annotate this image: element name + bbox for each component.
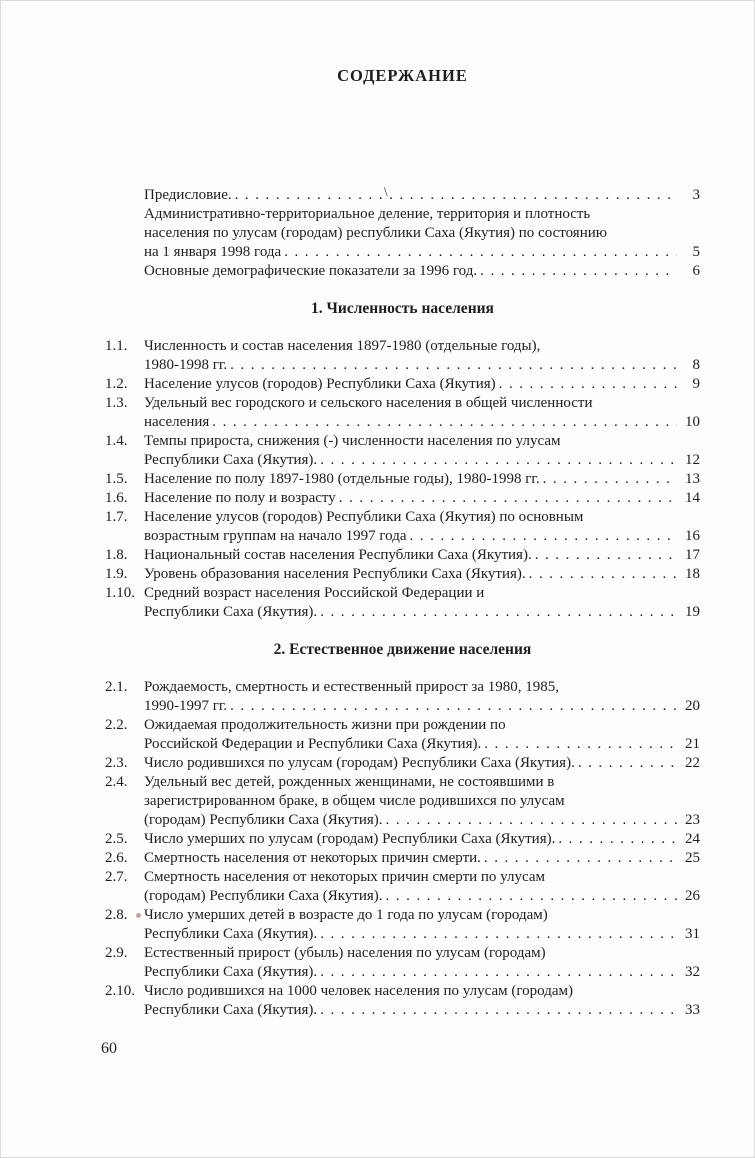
toc-entry-line: [144, 830, 700, 849]
dot-leader: [227, 356, 677, 375]
toc-entry-text: Республики Саха (Якутия).: [144, 964, 318, 980]
toc-page-ref: 32: [685, 964, 700, 980]
toc-entry: [105, 849, 700, 868]
toc-page-ref: 3: [692, 187, 700, 203]
toc-page-ref: 23: [685, 812, 700, 828]
toc-entry-body: [144, 394, 700, 432]
toc-entry-line: [144, 527, 700, 546]
toc-entry-text: Российской Федерации и Республики Саха (Якутия).: [144, 736, 482, 752]
toc-entry-number: [105, 186, 144, 205]
scan-tick-artifact: \: [383, 186, 389, 201]
toc-entry-body: [144, 337, 700, 375]
toc-entry-text: Число родившихся по улусам (городам) Республики Саха (Якутия).: [144, 755, 575, 771]
toc-entry: [105, 489, 700, 508]
toc-entry-line: [144, 925, 700, 944]
toc-entry-text: Республики Саха (Якутия).: [144, 452, 318, 468]
toc-entry-text: Республики Саха (Якутия).: [144, 604, 318, 620]
dot-leader: [532, 546, 677, 565]
toc-entry: [105, 337, 700, 375]
toc-entry-number: 2.9.: [105, 945, 128, 961]
dot-leader: [481, 849, 677, 868]
toc-entry-body: [144, 375, 700, 394]
toc-sections: [105, 299, 700, 1020]
toc-entry-number: 1.10.: [105, 585, 135, 601]
toc-entry-line: Удельный вес детей, рожденных женщинами, не состоявшими в: [144, 774, 555, 790]
toc-entry-line: [144, 413, 700, 432]
toc-entry-number: 1.5.: [105, 471, 128, 487]
toc-entry-body: [144, 773, 700, 830]
toc-page-ref: 9: [692, 376, 700, 392]
toc-entry: [105, 262, 700, 281]
toc-entry-body: [144, 678, 700, 716]
toc-entry-line: [144, 375, 700, 394]
scan-speck-artifact: [136, 913, 141, 918]
toc-entry-body: [144, 944, 700, 982]
dot-leader: [481, 735, 677, 754]
toc-entry-text: Население по полу и возрасту: [144, 490, 336, 506]
toc-entry-number: 2.5.: [105, 831, 128, 847]
toc-entry: [105, 205, 700, 262]
toc-page-ref: 19: [685, 604, 700, 620]
toc-entry: [105, 868, 700, 906]
toc-entry-number: [105, 262, 144, 281]
dot-leader: [383, 811, 677, 830]
toc-entry-number: 1.7.: [105, 509, 128, 525]
toc-page-ref: 18: [685, 566, 700, 582]
toc-page-ref: 21: [685, 736, 700, 752]
toc-entry-body: [144, 868, 700, 906]
toc-entry-line: Число умерших детей в возрасте до 1 года по улусам (городам): [144, 907, 548, 923]
toc-entry-line: [144, 811, 700, 830]
toc-page-ref: 5: [692, 244, 700, 260]
toc-entry-line: Темпы прироста, снижения (-) численности населения по улусам: [144, 433, 561, 449]
toc-page-ref: 14: [685, 490, 700, 506]
dot-leader: [336, 489, 677, 508]
toc-page-ref: 10: [685, 414, 700, 430]
toc-entry-line: Средний возраст населения Российской Федерации и: [144, 585, 485, 601]
toc-page-ref: 24: [685, 831, 700, 847]
toc-entry-line: Естественный прирост (убыль) населения по улусам (городам): [144, 945, 546, 961]
toc-page-ref: 26: [685, 888, 700, 904]
toc-entry: [105, 716, 700, 754]
toc-entry: [105, 678, 700, 716]
toc-entry-body: [144, 186, 700, 205]
toc-entry-line: [144, 1001, 700, 1020]
page-title: СОДЕРЖАНИЕ: [337, 66, 468, 85]
toc-section: [105, 640, 700, 1020]
toc-entry: [105, 508, 700, 546]
toc-entry: [105, 470, 700, 489]
toc-entry-text: (городам) Республики Саха (Якутия).: [144, 888, 383, 904]
toc-entry-line: [144, 451, 700, 470]
toc-entry-number: 1.1.: [105, 338, 128, 354]
toc-entry: [105, 432, 700, 470]
dot-leader: [317, 451, 677, 470]
toc-entry-line: [144, 887, 700, 906]
toc-entry-line: Ожидаемая продолжительность жизни при рождении по: [144, 717, 506, 733]
toc-entry-body: [144, 508, 700, 546]
toc-entry-body: [144, 205, 700, 262]
toc-entry-text: Предисловие.: [144, 187, 232, 203]
toc-entry-body: [144, 432, 700, 470]
toc-entry: [105, 830, 700, 849]
toc-entry-line: [144, 186, 700, 205]
toc-entry-number: 1.4.: [105, 433, 128, 449]
toc-entry-line: [144, 546, 700, 565]
toc-entry-line: [144, 963, 700, 982]
dot-leader: [477, 262, 677, 281]
toc-entry-text: Население улусов (городов) Республики Саха (Якутия): [144, 376, 496, 392]
toc-entry-body: [144, 584, 700, 622]
toc-entry: [105, 375, 700, 394]
toc-page-ref: 12: [685, 452, 700, 468]
toc-front-matter: [105, 186, 700, 281]
toc-entry-number: 2.8.: [105, 906, 144, 944]
dot-leader: [555, 830, 677, 849]
toc-entry-body: [144, 546, 700, 565]
toc-entry-line: [144, 754, 700, 773]
toc-entry: [105, 773, 700, 830]
section-heading: 1. Численность населения: [311, 300, 494, 317]
dot-leader: [383, 887, 677, 906]
toc-page-ref: 20: [685, 698, 700, 714]
toc-entry-body: [144, 849, 700, 868]
toc-entry-line: Смертность населения от некоторых причин смерти по улусам: [144, 869, 545, 885]
toc-entry-number: 2.7.: [105, 869, 128, 885]
dot-leader: [281, 243, 677, 262]
page-number: 60: [101, 1040, 117, 1057]
toc-entry-body: [144, 982, 700, 1020]
toc-entry-line: Удельный вес городского и сельского населения в общей численности: [144, 395, 593, 411]
toc-entry-number: 2.2.: [105, 717, 128, 733]
toc-entry-line: [144, 565, 700, 584]
toc-entry-line: Население улусов (городов) Республики Саха (Якутия) по основным: [144, 509, 584, 525]
toc-entry-body: [144, 489, 700, 508]
toc-entry-text: (городам) Республики Саха (Якутия).: [144, 812, 383, 828]
toc-entry-text: Основные демографические показатели за 1996 год.: [144, 263, 478, 279]
toc-entry-text: населения: [144, 414, 210, 430]
toc-entry-line: Рождаемость, смертность и естественный прирост за 1980, 1985,: [144, 679, 559, 695]
toc-entry-body: [144, 906, 700, 944]
toc-entry: [105, 546, 700, 565]
dot-leader: [317, 1001, 677, 1020]
toc-entry-number: 2.1.: [105, 679, 128, 695]
toc-entry-number: 1.9.: [105, 566, 128, 582]
toc-entry-text: возрастным группам на начало 1997 года: [144, 528, 407, 544]
toc-entry-text: Число умерших по улусам (городам) Республики Саха (Якутия).: [144, 831, 556, 847]
section-entries: [105, 337, 700, 622]
dot-leader: [227, 697, 677, 716]
toc-entry-line: [144, 603, 700, 622]
dot-leader: [317, 925, 677, 944]
toc-entry-body: [144, 754, 700, 773]
toc-entry-line: Административно-территориальное деление, территория и плотность: [144, 206, 591, 222]
toc-entry-text: 1990-1997 гг.: [144, 698, 228, 714]
toc-page-ref: 31: [685, 926, 700, 942]
toc-entry-line: [144, 489, 700, 508]
toc-entry: [105, 186, 700, 205]
section-entries: [105, 678, 700, 1020]
toc-entry-text: Республики Саха (Якутия).: [144, 1002, 318, 1018]
toc-entry: [105, 944, 700, 982]
toc-entry: [105, 584, 700, 622]
toc-entry-text: Смертность населения от некоторых причин смерти.: [144, 850, 481, 866]
toc-entry-line: [144, 849, 700, 868]
toc-entry-text: на 1 января 1998 года: [144, 244, 282, 260]
toc-entry-line: [144, 697, 700, 716]
toc-page-ref: 13: [685, 471, 700, 487]
dot-leader: [407, 527, 677, 546]
toc-entry: [105, 906, 700, 944]
toc-entry-line: Численность и состав населения 1897-1980 (отдельные годы),: [144, 338, 541, 354]
toc-content: [1, 1, 754, 1020]
toc-entry-line: населения по улусам (городам) республики Саха (Якутия) по состоянию: [144, 225, 607, 241]
toc-entry-text: Население по полу 1897-1980 (отдельные годы), 1980-1998 гг.: [144, 471, 540, 487]
toc-entry-text: 1980-1998 гг.: [144, 357, 228, 373]
toc-section: [105, 299, 700, 622]
dot-leader: [540, 470, 677, 489]
toc-page-ref: 16: [685, 528, 700, 544]
toc-entry-line: [144, 262, 700, 281]
dot-leader: [232, 186, 677, 205]
toc-entry-number: 1.6.: [105, 490, 128, 506]
toc-entry-number: 2.3.: [105, 755, 128, 771]
dot-leader: [496, 375, 677, 394]
section-heading: 2. Естественное движение населения: [273, 641, 532, 658]
toc-entry-number: 1.8.: [105, 547, 128, 563]
toc-entry-body: [144, 716, 700, 754]
toc-entry-line: [144, 470, 700, 489]
dot-leader: [209, 413, 677, 432]
toc-entry-body: [144, 470, 700, 489]
toc-entry: [105, 394, 700, 432]
toc-entry: [105, 565, 700, 584]
toc-entry-number: 1.2.: [105, 376, 128, 392]
toc-entry-text: Республики Саха (Якутия).: [144, 926, 318, 942]
toc-entry: [105, 982, 700, 1020]
toc-entry: [105, 754, 700, 773]
toc-entry-line: [144, 735, 700, 754]
toc-entry-number: 1.3.: [105, 395, 128, 411]
toc-entry-number: 2.4.: [105, 774, 128, 790]
toc-entry-body: [144, 565, 700, 584]
toc-entry-number: [105, 205, 144, 262]
toc-entry-line: зарегистрированном браке, в общем числе родившихся по улусам: [144, 793, 565, 809]
dot-leader: [575, 754, 677, 773]
toc-entry-text: Национальный состав населения Республики Саха (Якутия).: [144, 547, 532, 563]
toc-entry-body: [144, 262, 700, 281]
toc-page-ref: 6: [692, 263, 700, 279]
toc-page-ref: 33: [685, 1002, 700, 1018]
dot-leader: [526, 565, 677, 584]
toc-entry-line: [144, 356, 700, 375]
toc-entry-line: Число родившихся на 1000 человек населения по улусам (городам): [144, 983, 573, 999]
toc-page-ref: 25: [685, 850, 700, 866]
toc-page-ref: 8: [692, 357, 700, 373]
toc-entry-text: Уровень образования населения Республики Саха (Якутия).: [144, 566, 526, 582]
toc-entry-number: 2.10.: [105, 983, 135, 999]
toc-entry-line: [144, 243, 700, 262]
toc-page-ref: 17: [685, 547, 700, 563]
toc-entry-body: [144, 830, 700, 849]
dot-leader: [317, 603, 677, 622]
toc-page-ref: 22: [685, 755, 700, 771]
toc-entry-number: 2.6.: [105, 850, 128, 866]
dot-leader: [317, 963, 677, 982]
